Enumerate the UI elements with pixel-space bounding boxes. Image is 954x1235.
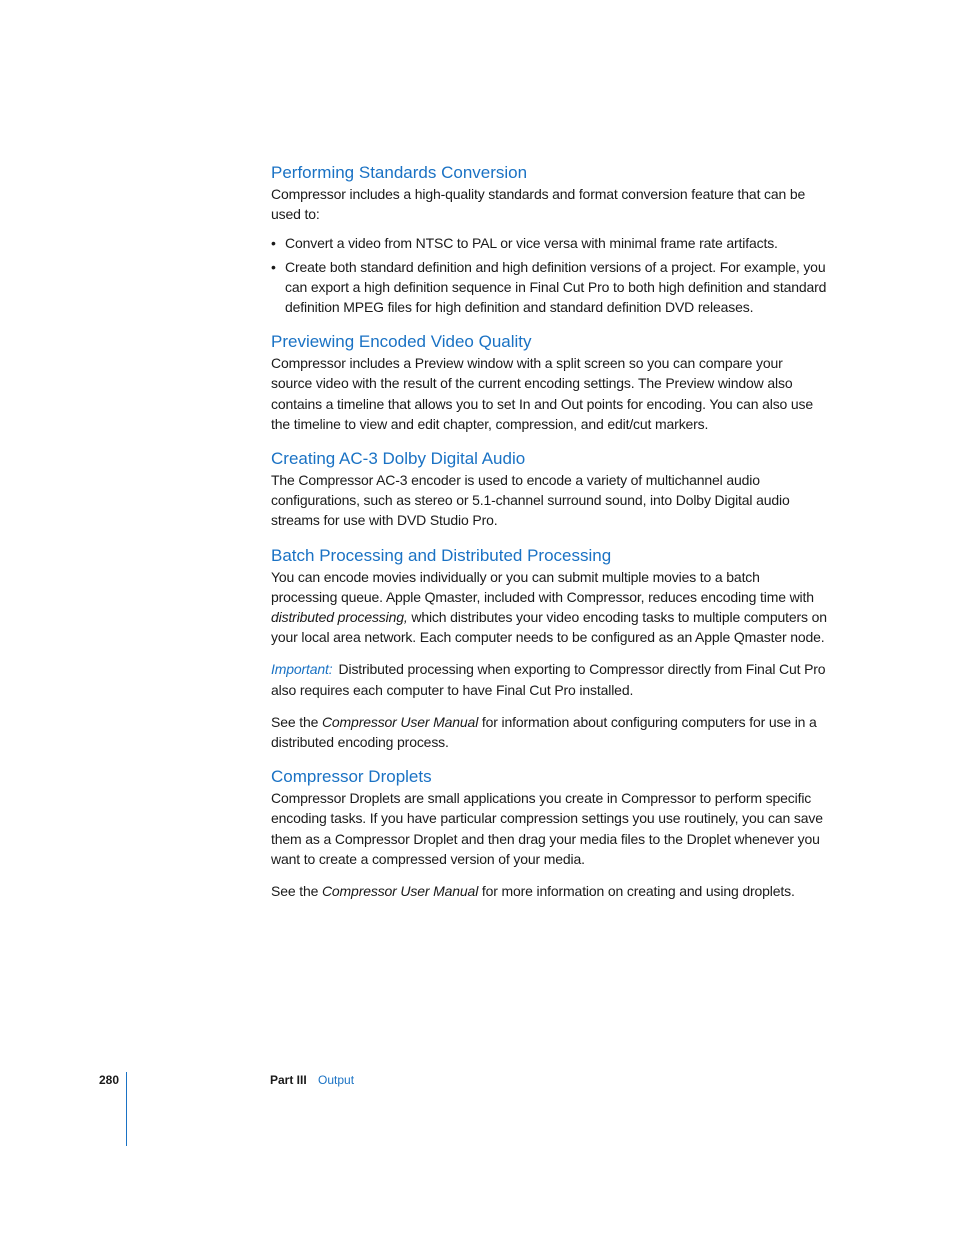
- batch-body-start: You can encode movies individually or you can submit multiple movies to a batch processing queue. Apple Qmaster, included with Compressor, reduces encoding time with: [271, 568, 814, 605]
- see-also-start: See the: [271, 883, 322, 900]
- list-item: [271, 233, 827, 253]
- footer-divider: [126, 1072, 127, 1146]
- page-number: 280: [99, 1073, 120, 1087]
- section-standards-conversion: [271, 162, 827, 317]
- paragraph-ac3-body: The Compressor AC-3 encoder is used to encode a variety of multichannel audio configurations, such as stereo or 5.1-channel surround sound, into Dolby Digital audio streams for use with DVD Studio Pro.: [271, 472, 790, 529]
- heading-batch-processing: Batch Processing and Distributed Processing: [271, 545, 612, 565]
- section-batch-processing: [271, 545, 827, 753]
- important-text: Distributed processing when exporting to Compressor directly from Final Cut Pro also requires each computer to have Final Cut Pro installed.: [271, 661, 826, 698]
- page-content: [271, 162, 827, 915]
- section-compressor-droplets: [271, 766, 827, 901]
- section-ac3-audio: [271, 448, 827, 531]
- list-item-text: Create both standard definition and high definition versions of a project. For example, you can export a high definition sequence in Final Cut Pro to both high definition and standard definition MPEG files for high definition and standard definition DVD releases.: [285, 258, 827, 316]
- see-also-start: See the: [271, 713, 322, 730]
- see-also-end: for information about configuring computers for use in a distributed encoding process.: [271, 713, 817, 751]
- paragraph-droplets-see-also: [271, 881, 827, 901]
- paragraph-batch-see-also: [271, 712, 827, 752]
- heading-previewing-quality: Previewing Encoded Video Quality: [271, 332, 532, 352]
- manual-title: Compressor User Manual: [321, 713, 479, 730]
- paragraph-batch-body: [271, 567, 827, 648]
- manual-title: Compressor User Manual: [321, 883, 479, 900]
- batch-body-end: which distributes your video encoding tasks to multiple computers on your local area network. Each computer needs to be configured as an Apple Qmaster node.: [271, 609, 827, 646]
- see-also-end: for more information on creating and using droplets.: [478, 883, 795, 900]
- heading-compressor-droplets: Compressor Droplets: [271, 767, 432, 787]
- list-item-text: Convert a video from NTSC to PAL or vice versa with minimal frame rate artifacts.: [285, 235, 778, 252]
- bullet-list-standards: [271, 233, 827, 317]
- part-label: Part III: [270, 1073, 307, 1087]
- bullet-icon: •: [271, 258, 276, 275]
- important-note: [271, 659, 827, 699]
- paragraph-droplets-body: Compressor Droplets are small applications you create in Compressor to perform specific encoding tasks. If you have particular compression settings you use routinely, you can save them as a Compressor Droplet and then drag your media files to the Droplet whenever you want to create a compressed version of your media.: [271, 790, 823, 867]
- paragraph-standards-intro: Compressor includes a high-quality standards and format conversion feature that can be used to:: [271, 186, 806, 223]
- part-title: Output: [318, 1073, 355, 1087]
- section-previewing-quality: [271, 331, 827, 434]
- heading-ac3-audio: Creating AC-3 Dolby Digital Audio: [271, 449, 526, 469]
- batch-body-emphasis: distributed processing,: [271, 609, 408, 626]
- page-footer: [0, 1072, 954, 1152]
- list-item: [271, 257, 827, 318]
- important-label: Important:: [271, 661, 333, 678]
- paragraph-previewing-body: Compressor includes a Preview window with a split screen so you can compare your source video with the result of the current encoding settings. The Preview window also contains a timeline that allows you to set In and Out points for encoding. You can also use the timeline to view and edit chapter, compression, and edit/cut markers.: [271, 355, 814, 432]
- heading-standards-conversion: Performing Standards Conversion: [271, 163, 528, 182]
- bullet-icon: •: [271, 235, 276, 252]
